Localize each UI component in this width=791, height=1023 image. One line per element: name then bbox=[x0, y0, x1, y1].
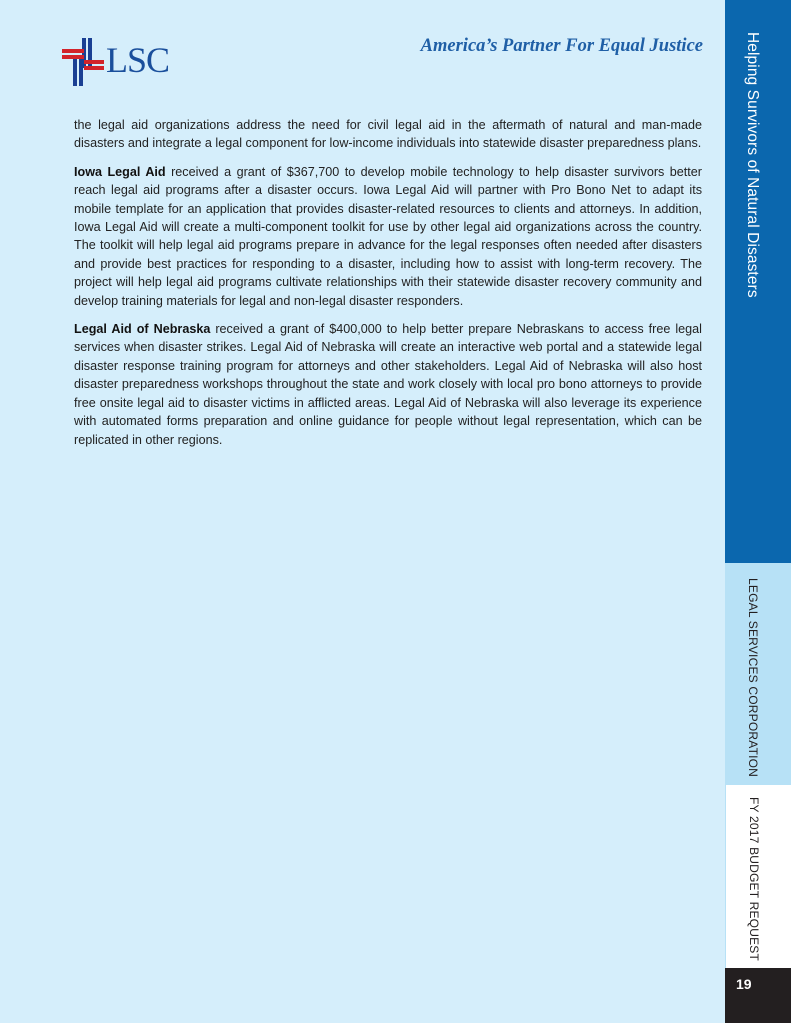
side-tab-bar bbox=[725, 0, 791, 1023]
document-label: FY 2017 BUDGET REQUEST bbox=[747, 797, 761, 962]
organization-label: LEGAL SERVICES CORPORATION bbox=[746, 578, 760, 778]
paragraph-text: received a grant of $400,000 to help better prepare Nebraskans to access free legal services when disaster strikes. Legal Aid of Nebraska will create an interactive web portal and a statewide legal disaster response training program for attorneys and other stakeholders. Legal Aid of Nebraska will also host disaster preparedness workshops throughout the state and work closely with local pro bono attorneys to provide free onsite legal aid to disaster victims in afflicted areas. Legal Aid of Nebraska will also leverage its experience with automated forms preparation and online guidance for people without legal representation, which can be replicated in other regions. bbox=[74, 322, 702, 447]
section-title: Helping Survivors of Natural Disasters bbox=[744, 32, 761, 298]
logo-text: LSC bbox=[106, 40, 170, 80]
organization-name: Legal Aid of Nebraska bbox=[74, 322, 211, 337]
organization-name: Iowa Legal Aid bbox=[74, 164, 166, 179]
lsc-logo-mark-icon bbox=[62, 38, 104, 86]
body-text bbox=[74, 116, 702, 459]
paragraph bbox=[74, 163, 702, 310]
paragraph bbox=[74, 320, 702, 449]
page-number: 19 bbox=[736, 976, 752, 992]
paragraph-text: the legal aid organizations address the need for civil legal aid in the aftermath of natural and man-made disasters and integrate a legal component for low-income individuals into statewide disaster preparedness plans. bbox=[74, 118, 702, 151]
paragraph-text: received a grant of $367,700 to develop mobile technology to help disaster survivors better reach legal aid programs after a disaster occurs. Iowa Legal Aid will partner with Pro Bono Net to adapt its mobile template for an application that provides disaster-related resources to clients and attorneys. In addition, Iowa Legal Aid will create a multi-component toolkit for use by other legal aid organizations across the country. The toolkit will help legal aid programs prepare in advance for the legal responses often needed after disasters and provide best practices for responding to a disaster, including how to assist with long-term recovery. The project will help legal aid programs cultivate relationships with their statewide disaster recovery community and develop training materials for legal and non-legal disaster responders. bbox=[74, 164, 703, 308]
document-band bbox=[725, 785, 791, 968]
page-number-band bbox=[725, 968, 791, 1023]
organization-band bbox=[725, 563, 791, 785]
paragraph bbox=[74, 116, 702, 153]
tagline: America’s Partner For Equal Justice bbox=[420, 36, 703, 56]
lsc-logo bbox=[62, 38, 172, 86]
section-band bbox=[725, 0, 791, 563]
